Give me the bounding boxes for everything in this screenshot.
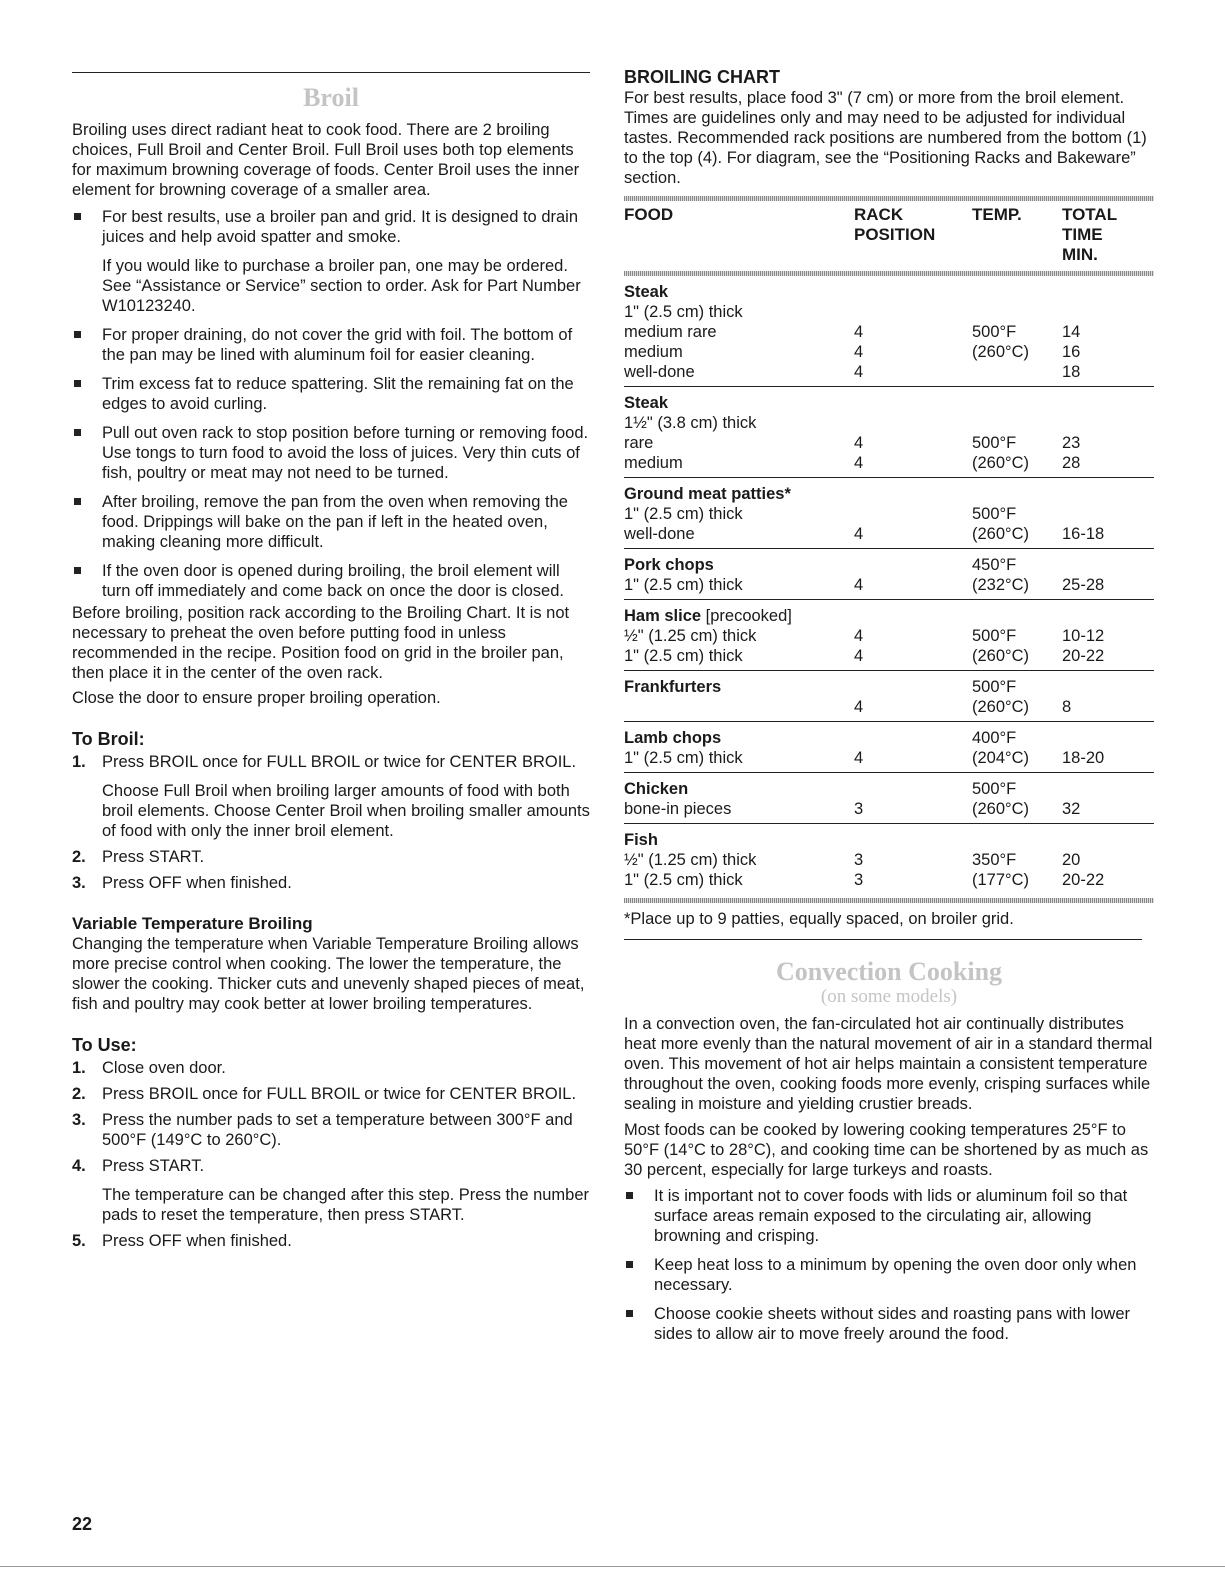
table-cell: (232°C) [972,576,1030,594]
broil-title: Broil [303,83,359,112]
to-broil-heading: To Broil: [72,729,145,749]
col-total-time: TOTAL TIME MIN. [1062,205,1118,264]
table-cell: (260°C) [972,800,1030,818]
bullet-square-icon [74,380,81,387]
table-cell: 1" (2.5 cm) thick [624,576,743,594]
table-cell: (260°C) [972,698,1030,716]
table-cell: 10-12 [1062,627,1105,645]
list-item: Choose cookie sheets without sides and roasting pans with lower sides to allow air to move freely around the food. [624,1304,1154,1344]
table-cell: 18 [1062,363,1081,381]
convection-para2: Most foods can be cooked by lowering cooking temperatures 25°F to 50°F (14°C to 28°C), and cooking time can be shortened by as much as 30 percent, especially for large turkeys and roasts. [624,1121,1149,1179]
table-cell [854,413,972,433]
col-rack-position: RACK POSITION [854,205,936,244]
bottom-rule [0,1566,1225,1567]
table-row [624,830,1154,850]
table-cell: 3 [854,851,864,869]
table-row [624,413,1154,433]
table-cell [972,413,1062,433]
table-row: Chicken 500°F [624,780,1017,798]
table-row [624,453,1154,473]
table-row [624,484,1154,504]
table-cell: 1" (2.5 cm) thick [624,303,743,321]
table-cell: 4 [854,698,864,716]
convection-title: Convection Cooking [775,957,1003,986]
table-cell: medium [624,454,683,472]
list-item: 1. Press BROIL once for FULL BROIL or twice for CENTER BROIL. Choose Full Broil when broiling larger amounts of food with both broil elements. Choose Center Broil when broiling smaller amounts of food with only the inner broil element. [72,753,590,840]
table-cell: 3 [854,871,864,889]
table-cell [624,697,854,717]
food-name: Steak [624,283,669,301]
table-cell: 20-22 [1062,871,1105,889]
table-cell: rare [624,434,654,452]
list-item: 3. Press the number pads to set a temperature between 300°F and 500°F (149°C to 260°C). [72,1111,573,1149]
food-name: Chicken [624,780,689,798]
table-cell: 16-18 [1062,525,1105,543]
table-row: Pork chops 450°F [624,556,1017,574]
table-cell: ½" (1.25 cm) thick [624,627,757,645]
bullet-square-icon [626,1310,633,1317]
col-temp: TEMP. [972,205,1022,224]
list-item: For proper draining, do not cover the grid with foil. The bottom of the pan may be lined with aluminum foil for easier cleaning. [72,325,590,365]
list-item: 2. Press BROIL once for FULL BROIL or twice for CENTER BROIL. [72,1085,577,1103]
table-cell: 32 [1062,800,1081,818]
list-item: For best results, use a broiler pan and grid. It is designed to drain juices and help avoid spatter and smoke. If you would like to purchase a broiler pan, one may be ordered. See “Assistance or Service” section to order. Ask for Part Number W10123240. [72,207,590,316]
bullet-square-icon [74,331,81,338]
broiling-chart-heading: BROILING CHART [624,67,780,87]
table-cell: 25-28 [1062,576,1105,594]
table-cell: (260°C) [972,525,1030,543]
table-row [624,504,1154,524]
table-cell: (204°C) [972,749,1030,767]
table-cell: 3 [854,800,864,818]
table-cell: 1" (2.5 cm) thick [624,871,743,889]
food-name: Steak [624,394,669,412]
table-cell: bone-in pieces [624,800,732,818]
table-cell: 500°F [972,434,1017,452]
food-name: Lamb chops [624,729,722,747]
food-note: [precooked] [701,607,792,625]
list-item: Trim excess fat to reduce spattering. Slit the remaining fat on the edges to avoid curling. [72,374,590,414]
table-row [624,282,1154,302]
table-cell: 500°F [972,323,1017,341]
food-name: Ground meat patties* [624,485,791,503]
list-item: It is important not to cover foods with lids or aluminum foil so that surface areas remain exposed to the circulating air, allowing browning and crisping. [624,1186,1154,1246]
table-cell: ½" (1.25 cm) thick [624,851,757,869]
list-item: 3. Press OFF when finished. [72,874,292,892]
table-cell: 14 [1062,323,1081,341]
list-item: After broiling, remove the pan from the oven when removing the food. Drippings will bake on the pan if left in the heated oven, making cleaning more difficult. [72,492,590,552]
table-cell: 1" (2.5 cm) thick [624,749,743,767]
bullet-square-icon [74,498,81,505]
table-row [624,362,1154,382]
chart-footnote: *Place up to 9 patties, equally spaced, on broiler grid. [624,910,1014,928]
food-name: Fish [624,831,658,849]
bullet-square-icon [74,213,81,220]
list-item: Keep heat loss to a minimum by opening the oven door only when necessary. [624,1255,1154,1295]
table-header-row [624,201,1154,265]
table-cell: 4 [854,454,864,472]
table-row [624,646,1154,666]
table-row [624,697,1154,717]
variable-broil-heading: Variable Temperature Broiling [72,914,313,933]
table-cell: 4 [854,749,864,767]
broiling-chart-body [624,282,1154,894]
table-cell: well-done [624,363,695,381]
table-cell: (260°C) [972,454,1030,472]
bullet-square-icon [74,429,81,436]
broil-para2: Before broiling, position rack according to the Broiling Chart. It is not necessary to preheat the oven before putting food in unless recommended in the recipe. Position food on grid in the broiler pan, then place it in the center of the oven rack. [72,604,570,682]
table-row [624,433,1154,453]
table-row [624,342,1154,362]
table-cell: 500°F [972,627,1017,645]
list-item: 5. Press OFF when finished. [72,1232,292,1250]
food-name: Ham slice [624,607,702,625]
list-item: 1. Close oven door. [72,1059,226,1077]
table-row [624,606,1154,626]
broil-para3: Close the door to ensure proper broiling operation. [72,689,441,707]
table-cell: (177°C) [972,871,1030,889]
col-food: FOOD [624,205,674,224]
table-row [624,393,1154,413]
list-item: If the oven door is opened during broiling, the broil element will turn off immediately and come back on once the door is closed. [72,561,590,601]
table-row [624,850,1154,870]
list-item: Pull out oven rack to stop position before turning or removing food. Use tongs to turn food to avoid the loss of juices. Very thin cuts of fish, poultry or meat may not need to be turned. [72,423,590,483]
table-row [624,870,1154,890]
table-cell: 4 [854,525,864,543]
table-cell: 1" (2.5 cm) thick [624,647,743,665]
right-column [624,0,1154,1344]
table-cell: 18-20 [1062,749,1105,767]
table-cell: 23 [1062,434,1081,452]
table-cell: 4 [854,647,864,665]
left-column [72,0,590,1251]
table-cell: 4 [854,627,864,645]
table-cell: 1½" (3.8 cm) thick [624,414,757,432]
table-cell: medium rare [624,323,717,341]
table-row [624,799,1154,819]
table-cell [972,302,1062,322]
food-name: Frankfurters [624,678,722,696]
table-row: Frankfurters 500°F [624,678,1017,696]
table-row [624,575,1154,595]
table-cell: 1" (2.5 cm) thick [624,505,743,523]
table-cell: (260°C) [972,647,1030,665]
food-name: Pork chops [624,556,714,574]
table-row [624,524,1154,544]
broiling-chart-intro: For best results, place food 3" (7 cm) or more from the broil element. Times are guidelines only and may need to be adjusted for individual tastes. Recommended rack positions are numbered from the bottom (1) to the top (4). For diagram, see the “Positioning Racks and Bakeware” section. [624,89,1147,187]
to-broil-steps [72,752,590,893]
broil-bullets [72,207,590,601]
table-cell: 20-22 [1062,647,1105,665]
table-cell [972,362,1062,382]
table-cell: well-done [624,525,695,543]
broil-intro: Broiling uses direct radiant heat to cook food. There are 2 broiling choices, Full Broil and Center Broil. Full Broil uses both top elements for maximum browning coverage of foods. Center Broil uses the inner element for browning coverage of a smaller area. [72,121,580,199]
broiling-chart-table [624,201,1154,894]
variable-broil-text: Changing the temperature when Variable Temperature Broiling allows more precise control when cooking. The lower the temperature, the slower the cooking. Thicker cuts and unevenly shaped pieces of meat, fish and poultry may cook better at lower broiling temperatures. [72,935,585,1013]
table-cell [854,504,972,524]
table-cell: 4 [854,363,864,381]
table-cell: medium [624,343,683,361]
convection-para1: In a convection oven, the fan-circulated hot air continually distributes heat more evenly than the natural movement of air in a standard thermal oven. This movement of hot air helps maintain a consistent temperature throughout the oven, cooking foods more evenly, crisping surfaces while sealing in moisture and yielding crustier breads. [624,1015,1153,1113]
list-item: 2. Press START. [72,848,205,866]
bullet-square-icon [74,567,81,574]
table-cell: 500°F [972,505,1017,523]
to-use-heading: To Use: [72,1035,137,1055]
list-item: 4. Press START. The temperature can be changed after this step. Press the number pads to reset the temperature, then press START. [72,1157,590,1224]
table-row: Lamb chops 400°F [624,729,1017,747]
page-number: 22 [72,1514,93,1534]
table-cell [1062,413,1154,433]
table-cell: 4 [854,323,864,341]
table-cell [1062,504,1154,524]
to-use-steps [72,1058,590,1251]
chart-header-hatch [624,271,1154,276]
table-row [624,302,1154,322]
table-cell: 4 [854,343,864,361]
table-cell: 4 [854,434,864,452]
table-cell: 16 [1062,343,1081,361]
table-cell [1062,302,1154,322]
table-cell: 20 [1062,851,1081,869]
convection-subtitle: (on some models) [820,986,958,1007]
bullet-square-icon [626,1261,633,1268]
table-cell: 4 [854,576,864,594]
table-cell [854,302,972,322]
table-row [624,626,1154,646]
table-cell: 28 [1062,454,1081,472]
table-row [624,748,1154,768]
table-cell: 8 [1062,698,1072,716]
bullet-square-icon [626,1192,633,1199]
table-cell: (260°C) [972,343,1030,361]
table-row [624,322,1154,342]
table-cell: 350°F [972,851,1017,869]
convection-bullets [624,1186,1154,1344]
